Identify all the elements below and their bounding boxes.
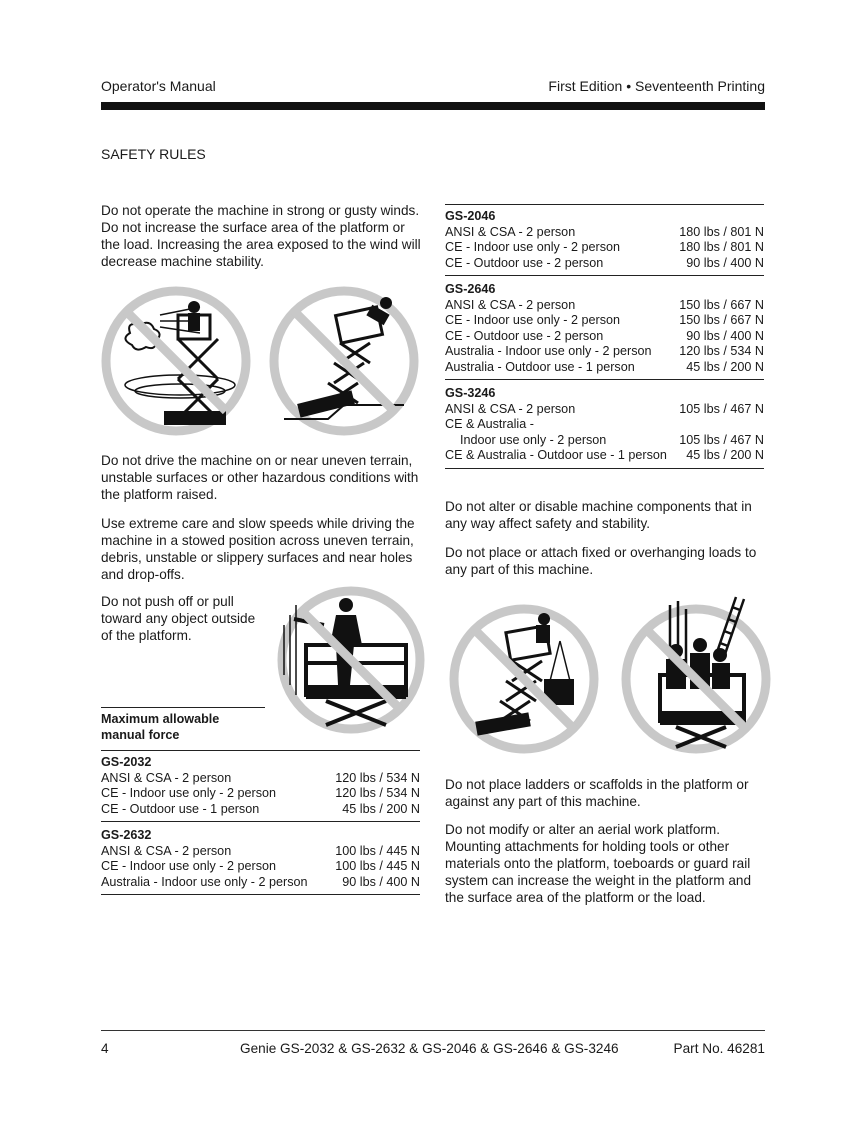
model-label: GS-2632 (101, 828, 152, 842)
row-label: CE - Indoor use only - 2 person (101, 859, 277, 873)
section-title: SAFETY RULES (101, 146, 206, 162)
table-row (445, 402, 764, 418)
row-label: Australia - Indoor use only - 2 person (101, 874, 308, 889)
table-gs2632 (101, 828, 420, 895)
table-row (445, 448, 764, 464)
header-left: Operator's Manual (101, 78, 216, 94)
model-label: GS-2046 (445, 209, 496, 223)
row-value: 120 lbs / 534 N (679, 344, 764, 358)
part-number: Part No. 46281 (673, 1041, 765, 1056)
row-value: 100 lbs / 445 N (335, 859, 420, 873)
header-rule (101, 102, 765, 110)
table-row (445, 329, 764, 345)
row-label: CE - Outdoor use - 2 person (445, 255, 604, 270)
row-value: 90 lbs / 400 N (686, 328, 764, 343)
force-heading-line-1: Maximum allowable (101, 712, 220, 726)
force-heading (101, 712, 219, 743)
push-line-1: Do not push off or pull (101, 594, 234, 609)
table-row (101, 786, 420, 802)
row-value: 105 lbs / 467 N (679, 432, 764, 447)
row-label: CE & Australia - (445, 417, 534, 431)
table-row (101, 875, 420, 891)
row-label: CE - Outdoor use - 2 person (445, 328, 604, 343)
row-value: 90 lbs / 400 N (686, 255, 764, 270)
page-number: 4 (101, 1041, 109, 1056)
terrain-warning-illustration (268, 285, 420, 437)
row-value: 180 lbs / 801 N (679, 224, 764, 239)
row-value: 180 lbs / 801 N (679, 240, 764, 254)
ladders-paragraph: Do not place ladders or scaffolds in the platform or against any part of this machine. (445, 777, 749, 809)
model-label: GS-3246 (445, 386, 496, 400)
table-row (445, 256, 764, 272)
row-value: 150 lbs / 667 N (679, 313, 764, 327)
row-value: 90 lbs / 400 N (342, 874, 420, 889)
wind-warning-illustration (100, 285, 252, 437)
loads-paragraph: Do not place or attach fixed or overhanging loads to any part of this machine. (445, 545, 757, 577)
footer-rule (101, 1030, 765, 1031)
care-paragraph: Use extreme care and slow speeds while driving the machine in a stowed position across uneven terrain, debris, unstable or slippery surfaces and near holes and drop-offs. (101, 516, 415, 582)
table-row (445, 433, 764, 449)
table-row (445, 240, 764, 256)
table-gs2046 (445, 204, 764, 276)
table-row (445, 225, 764, 241)
footer-models: Genie GS-2032 & GS-2632 & GS-2046 & GS-2646 & GS-3246 (240, 1041, 619, 1056)
terrain-paragraph: Do not drive the machine on or near uneven terrain, unstable surfaces or other hazardous conditions with the platform raised. (101, 453, 419, 502)
push-paragraph (101, 593, 276, 644)
row-value: 105 lbs / 467 N (679, 401, 764, 416)
table-row (445, 360, 764, 376)
row-label: Australia - Outdoor use - 1 person (445, 359, 635, 374)
row-label: Australia - Indoor use only - 2 person (445, 344, 652, 358)
row-label: CE - Indoor use only - 2 person (445, 313, 621, 327)
row-value: 120 lbs / 534 N (335, 786, 420, 800)
model-label: GS-2646 (445, 282, 496, 296)
table-gs2646 (445, 282, 764, 380)
row-label: ANSI & CSA - 2 person (445, 401, 576, 416)
row-label: Indoor use only - 2 person (460, 432, 607, 447)
table-row (445, 298, 764, 314)
row-label: CE - Outdoor use - 1 person (101, 801, 260, 816)
model-label: GS-2032 (101, 755, 152, 769)
modify-paragraph: Do not modify or alter an aerial work platform. Mounting attachments for holding tools or other materials onto the platform, toeboards or guard rail system can increase the weight in the platform and the surface area of the platform or the load. (445, 822, 752, 905)
push-line-2: toward any object outside (101, 611, 256, 626)
overhanging-load-warning-illustration (448, 603, 600, 755)
table-gs3246 (445, 386, 764, 469)
row-value: 100 lbs / 445 N (335, 843, 420, 858)
alter-paragraph: Do not alter or disable machine components that in any way affect safety and stability. (445, 499, 752, 531)
row-label: ANSI & CSA - 2 person (445, 224, 576, 239)
row-label: ANSI & CSA - 2 person (101, 843, 232, 858)
row-label: CE - Indoor use only - 2 person (445, 240, 621, 254)
wind-paragraph: Do not operate the machine in strong or gusty winds. Do not increase the surface area of the platform or the load. Increasing the area exposed to the wind will decrease machine stability. (101, 203, 421, 269)
row-value: 45 lbs / 200 N (686, 359, 764, 374)
ladder-warning-illustration (620, 595, 772, 755)
table-row (445, 417, 764, 433)
table-row (445, 344, 764, 360)
table-row (445, 313, 764, 329)
row-value: 45 lbs / 200 N (686, 448, 764, 462)
table-row (101, 859, 420, 875)
push-pull-warning-illustration (276, 585, 426, 735)
row-label: ANSI & CSA - 2 person (445, 297, 576, 312)
table-gs2032 (101, 750, 420, 822)
force-table-left (101, 750, 420, 895)
table-row (101, 844, 420, 860)
push-line-3: of the platform. (101, 628, 192, 643)
row-label: CE & Australia - Outdoor use - 1 person (445, 448, 667, 462)
row-label: CE - Indoor use only - 2 person (101, 786, 277, 800)
table-row (101, 771, 420, 787)
row-value: 120 lbs / 534 N (335, 770, 420, 785)
row-value: 45 lbs / 200 N (342, 801, 420, 816)
row-value: 150 lbs / 667 N (679, 297, 764, 312)
force-table-right (445, 204, 764, 469)
force-heading-line-2: manual force (101, 727, 180, 742)
row-label: ANSI & CSA - 2 person (101, 770, 232, 785)
header-right: First Edition • Seventeenth Printing (548, 78, 765, 94)
table-row (101, 802, 420, 818)
